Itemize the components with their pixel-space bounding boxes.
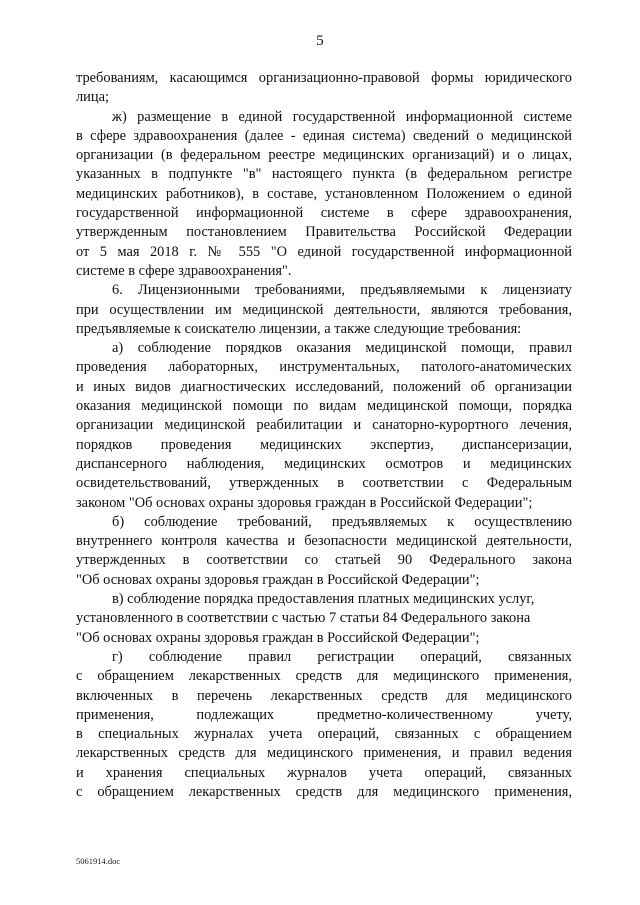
text-line: "Об основах охраны здоровья граждан в Российской Федерации";: [76, 571, 480, 588]
text-line: предъявляемые к соискателю лицензии, а также следующие требования:: [76, 320, 522, 337]
text-line: законом "Об основах охраны здоровья граждан в Российской Федерации";: [76, 494, 533, 511]
text-line: требованиям, касающимся организационно-правовой формы юридического: [76, 70, 572, 86]
text-line: с обращением лекарственных средств для медицинского применения,: [76, 668, 572, 685]
text-line: и иных видов диагностических исследований, положений об организации: [76, 378, 572, 395]
text-line: 6. Лицензионными требованиями, предъявляемыми к лицензиату: [112, 282, 572, 299]
text-line: а) соблюдение порядков оказания медицинской помощи, правил: [112, 340, 572, 357]
text-line: установленного в соответствии с частью 7 статьи 84 Федерального закона: [76, 610, 531, 627]
text-line: внутреннего контроля качества и безопасности медицинской деятельности,: [76, 533, 572, 550]
text-line: освидетельствований, утвержденных в соответствии с Федеральным: [76, 475, 572, 492]
text-line: от 5 мая 2018 г. № 555 "О единой государственной информационной: [76, 243, 572, 260]
text-line: б) соблюдение требований, предъявляемых к осуществлению: [112, 513, 572, 530]
text-line: "Об основах охраны здоровья граждан в Российской Федерации";: [76, 629, 480, 646]
text-line: организации (в федеральном реестре медицинских организаций) и о лицах,: [76, 147, 572, 164]
text-line: порядков проведения медицинских экспертиз, диспансеризации,: [76, 436, 572, 453]
file-name-footer: 5061914.doc: [76, 856, 121, 866]
text-line: применения, подлежащих предметно-количественному учету,: [76, 706, 572, 723]
text-line: утвержденным постановлением Правительства Российской Федерации: [76, 224, 572, 241]
text-line: при осуществлении им медицинской деятельности, являются требования,: [76, 301, 572, 318]
text-line: медицинских работников), в составе, установленном Положением о единой: [76, 185, 572, 202]
text-line: системе в сфере здравоохранения".: [76, 262, 292, 279]
text-line: включенных в перечень лекарственных средств для медицинского: [76, 687, 572, 704]
text-line: государственной информационной системе в сфере здравоохранения,: [76, 205, 572, 222]
text-line: утвержденных в соответствии со статьей 90 Федерального закона: [76, 552, 572, 569]
text-line: с обращением лекарственных средств для медицинского применения,: [76, 783, 572, 800]
text-line: указанных в подпункте "в" настоящего пункта (в федеральном регистре: [76, 166, 572, 183]
text-line: и хранения специальных журналов учета операций, связанных: [76, 764, 572, 781]
text-line: диспансерного наблюдения, медицинских осмотров и медицинских: [76, 455, 572, 472]
text-line: организации медицинской реабилитации и санаторно-курортного лечения,: [76, 417, 572, 434]
text-line: оказания медицинской помощи по видам медицинской помощи, порядка: [76, 398, 572, 415]
text-line: в) соблюдение порядка предоставления платных медицинских услуг,: [112, 591, 535, 608]
page-number: 5: [316, 33, 324, 49]
text-line: лица;: [76, 89, 109, 106]
text-line: проведения лабораторных, инструментальных, патолого-анатомических: [76, 359, 572, 376]
text-line: ж) размещение в единой государственной информационной системе: [112, 108, 572, 125]
text-line: в сфере здравоохранения (далее - единая система) сведений о медицинской: [76, 127, 572, 144]
text-line: лекарственных средств для медицинского применения, и правил ведения: [76, 745, 572, 762]
text-line: в специальных журналах учета операций, связанных с обращением: [76, 726, 572, 743]
document-body: [76, 69, 572, 802]
text-line: г) соблюдение правил регистрации операций, связанных: [112, 648, 572, 665]
